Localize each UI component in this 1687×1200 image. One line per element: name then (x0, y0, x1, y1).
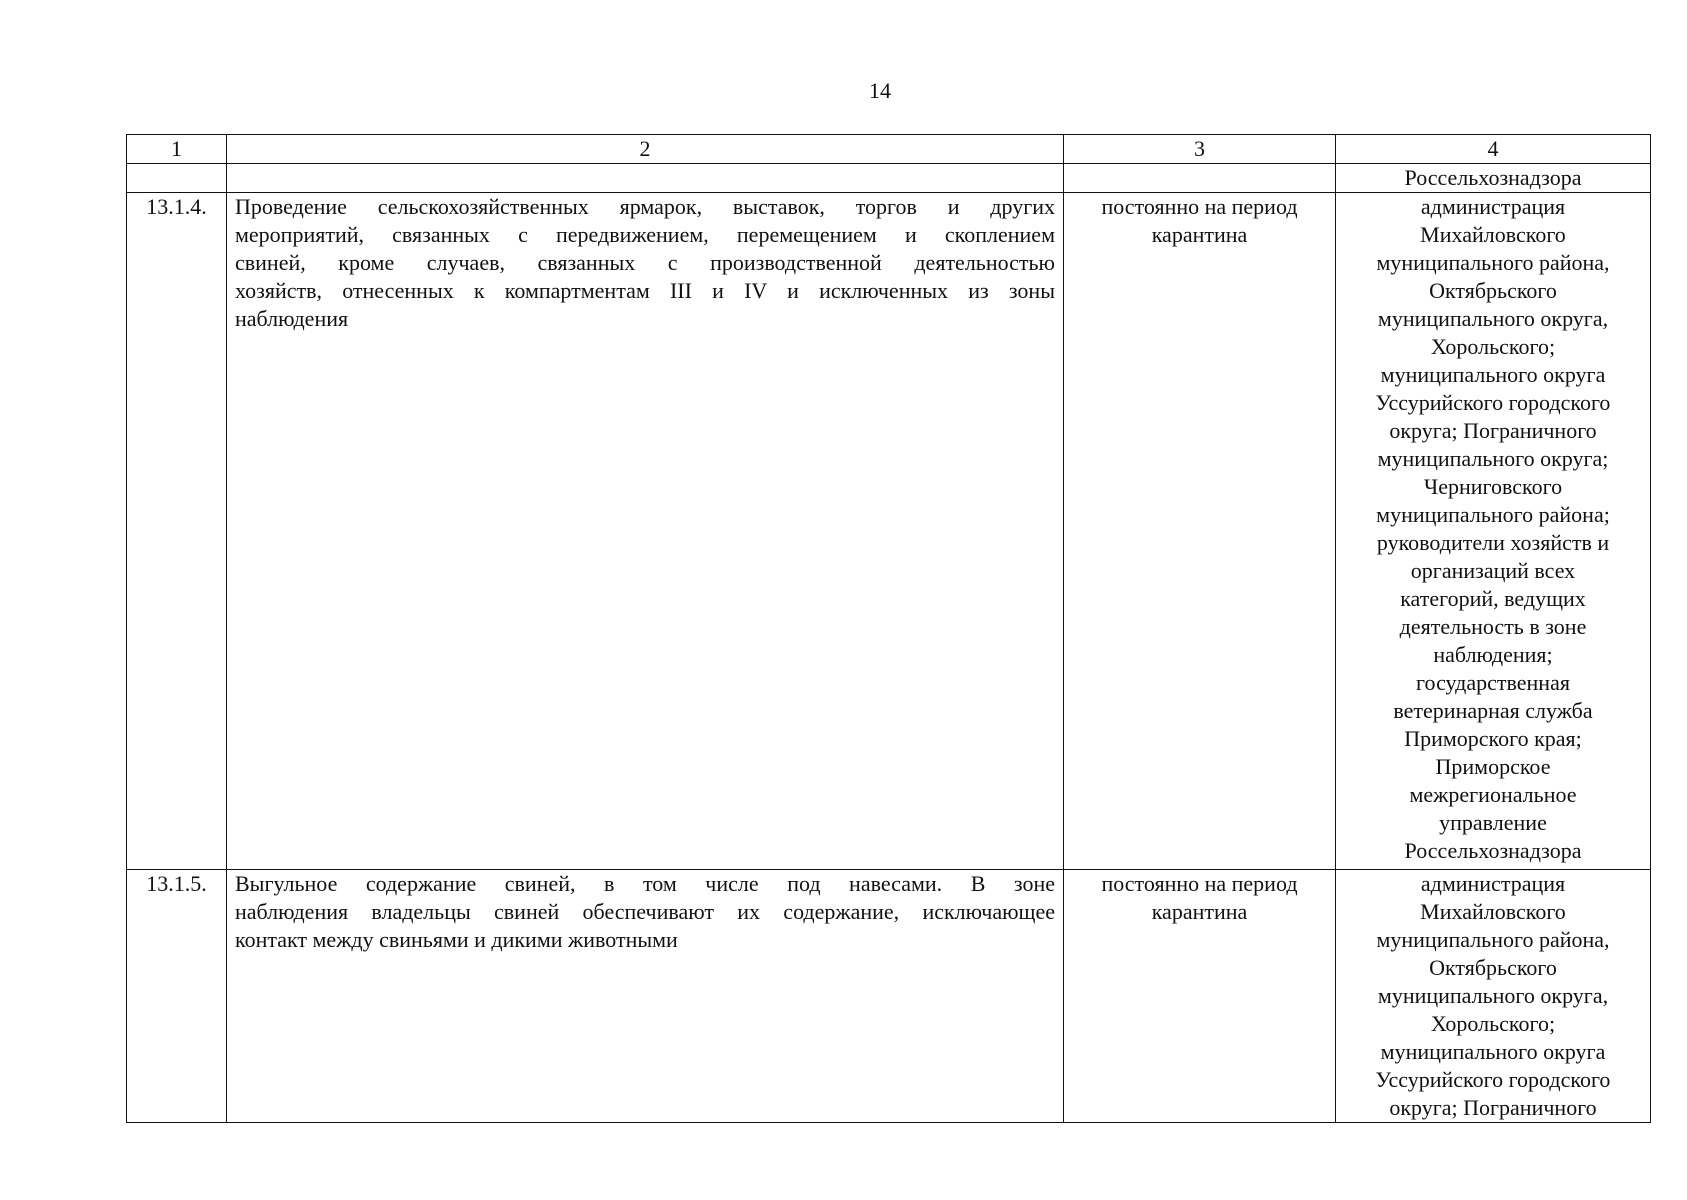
header-col-4: 4 (1336, 135, 1651, 164)
responsible-line: Приморского края; (1404, 726, 1582, 751)
term-line: карантина (1151, 899, 1248, 924)
responsible-line: Хорольского; (1430, 334, 1556, 359)
table-row (127, 193, 1651, 870)
description-line: мероприятий, связанных с передвижением, перемещением и скоплением (235, 222, 1055, 247)
responsible-line: муниципального района, (1376, 250, 1610, 275)
responsible-line: руководители хозяйств и (1376, 530, 1610, 555)
measures-table (126, 134, 1651, 1123)
continuation-cell-3 (1064, 164, 1336, 193)
responsible-line: Черниговского (1423, 474, 1563, 499)
responsible-line: Россельхознадзора (1404, 838, 1582, 863)
row-description (227, 870, 1064, 1123)
responsible-line: категорий, ведущих (1400, 586, 1586, 611)
page-number: 14 (869, 78, 891, 103)
continuation-cell-2 (227, 164, 1064, 193)
description-line: Проведение сельскохозяйственных ярмарок, выставок, торгов и других (235, 194, 1055, 219)
responsible-line: межрегиональное (1409, 782, 1577, 807)
responsible-line: муниципального округа (1380, 362, 1606, 387)
responsible-line: муниципального района, (1376, 927, 1610, 952)
responsible-line: округа; Пограничного (1389, 418, 1597, 443)
responsible-line: Уссурийского городского (1375, 1067, 1611, 1092)
term-line: постоянно на период (1101, 194, 1298, 219)
responsible-line: муниципального района; (1376, 502, 1610, 527)
responsible-line: округа; Пограничного (1389, 1095, 1597, 1120)
row-number: 13.1.5. (127, 870, 227, 1123)
description-line: контакт между свиньями и дикими животными (235, 927, 678, 952)
term-line: постоянно на период (1101, 871, 1298, 896)
row-number: 13.1.4. (127, 193, 227, 870)
responsible-line: Михайловского (1420, 222, 1566, 247)
row-term (1064, 870, 1336, 1123)
responsible-line: Уссурийского городского (1375, 390, 1611, 415)
row-description (227, 193, 1064, 870)
row-term (1064, 193, 1336, 870)
description-line: хозяйств, отнесенных к компартментам III и IV и исключенных из зоны (235, 278, 1055, 303)
row-responsible (1336, 193, 1651, 870)
responsible-line: муниципального округа, (1377, 983, 1609, 1008)
table-header-row (127, 135, 1651, 164)
responsible-line: Октябрьского (1429, 955, 1557, 980)
responsible-line: администрация (1420, 871, 1566, 896)
responsible-line: муниципального округа; (1377, 446, 1609, 471)
continuation-cell-4: Россельхознадзора (1336, 164, 1651, 193)
responsible-line: муниципального округа (1380, 1039, 1606, 1064)
row-responsible (1336, 870, 1651, 1123)
continuation-cell-1 (127, 164, 227, 193)
header-col-2: 2 (227, 135, 1064, 164)
responsible-line: Приморское (1435, 754, 1551, 779)
responsible-line: муниципального округа, (1377, 306, 1609, 331)
responsible-line: наблюдения; (1433, 642, 1553, 667)
responsible-line: Октябрьского (1429, 278, 1557, 303)
responsible-line: государственная (1416, 670, 1570, 695)
table-row (127, 870, 1651, 1123)
term-line: карантина (1151, 222, 1248, 247)
responsible-line: Михайловского (1420, 899, 1566, 924)
responsible-line: администрация (1420, 194, 1566, 219)
description-line: Выгульное содержание свиней, в том числе под навесами. В зоне (235, 871, 1055, 896)
responsible-line: Хорольского; (1430, 1011, 1556, 1036)
continuation-row (127, 164, 1651, 193)
description-line: наблюдения владельцы свиней обеспечивают их содержание, исключающее (235, 899, 1055, 924)
header-col-3: 3 (1064, 135, 1336, 164)
description-line: наблюдения (235, 306, 349, 331)
responsible-line: организаций всех (1410, 558, 1576, 583)
responsible-line: деятельность в зоне (1399, 614, 1587, 639)
header-col-1: 1 (127, 135, 227, 164)
description-line: свиней, кроме случаев, связанных с производственной деятельностью (235, 250, 1055, 275)
responsible-line: управление (1439, 810, 1547, 835)
responsible-line: ветеринарная служба (1393, 698, 1593, 723)
